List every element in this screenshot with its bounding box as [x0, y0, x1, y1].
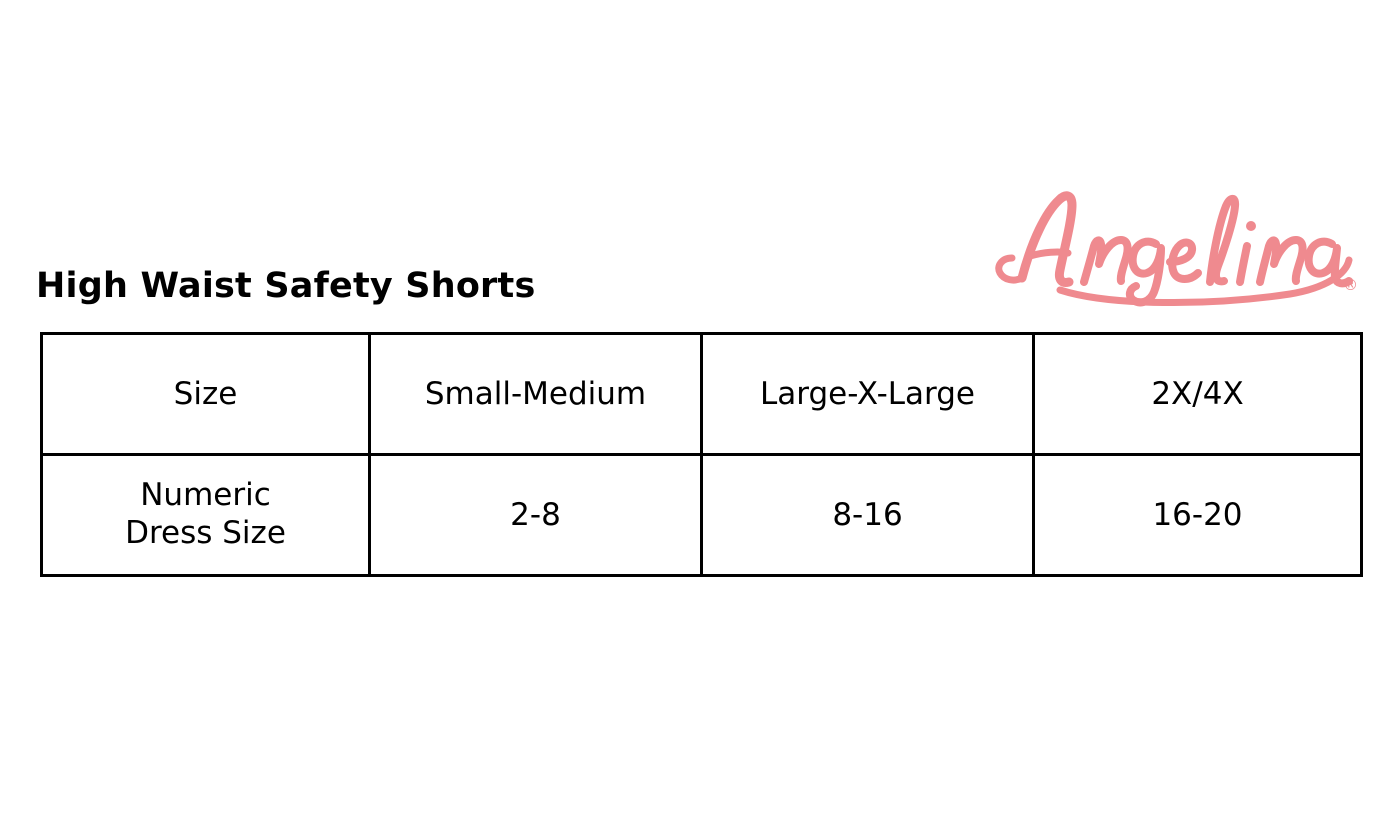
- cell-numeric-large-xlarge: 8-16: [702, 455, 1034, 576]
- angelina-script-logo-icon: [960, 178, 1360, 308]
- row-header-numeric-dress-size: [42, 455, 370, 576]
- cell-numeric-small-medium: 2-8: [370, 455, 702, 576]
- row-header-size: Size: [42, 334, 370, 455]
- registered-trademark-symbol: ®: [1343, 276, 1358, 294]
- cell-size-small-medium: Small-Medium: [370, 334, 702, 455]
- size-chart-table: [40, 332, 1363, 577]
- row-header-line-1: Numeric: [140, 477, 271, 514]
- cell-size-2x-4x: 2X/4X: [1034, 334, 1362, 455]
- cell-size-large-xlarge: Large-X-Large: [702, 334, 1034, 455]
- table-row: [42, 334, 1362, 455]
- page-title: High Waist Safety Shorts: [36, 266, 536, 306]
- cell-numeric-2x-4x: 16-20: [1034, 455, 1362, 576]
- angelina-logo: [960, 178, 1360, 308]
- table-row: [42, 455, 1362, 576]
- row-header-line-2: Dress Size: [125, 515, 286, 551]
